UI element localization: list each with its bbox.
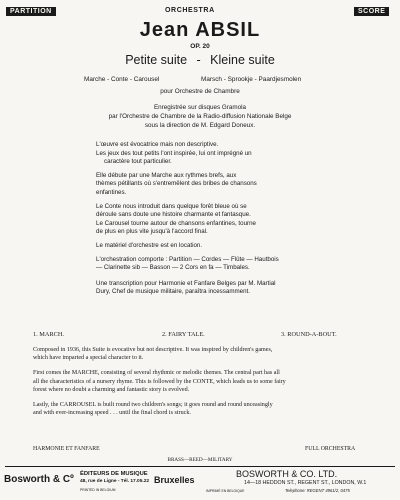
text-line: caractère tout particulier. bbox=[104, 158, 172, 166]
text-line: Les jeux des tout petits l'ont inspirée, lui ont imprégné un bbox=[96, 149, 252, 157]
composer-name: Jean ABSIL bbox=[139, 19, 261, 41]
recording-line: par l'Orchestre de Chambre de la Radio-diffusion Nationale Belge bbox=[108, 112, 292, 120]
french-description bbox=[96, 141, 366, 297]
english-movement-1: 1. MARCH. bbox=[33, 331, 64, 338]
text-line: Elle débute par une Marche aux rythmes brefs, aux bbox=[96, 171, 237, 179]
publisher-london-name: BOSWORTH & CO. LTD. bbox=[236, 469, 338, 479]
edition-harmonie: HARMONIE ET FANFARE bbox=[33, 446, 100, 452]
text-line: Le Conte nous introduit dans quelque forêt bleue où se bbox=[96, 202, 247, 210]
publisher-london-phone: Telephone: REGENT 4961/2, 0475 bbox=[285, 488, 350, 493]
text-line: and with ever-increasing speed . . . until the final chord is struck. bbox=[33, 410, 191, 417]
text-line: Le Carousel tourne autour de chansons enfantines, tourne bbox=[96, 219, 256, 227]
publisher-london-address: 14—18 HEDDON ST., REGENT ST., LONDON, W.1 bbox=[244, 480, 367, 486]
english-paragraph-2 bbox=[33, 369, 378, 394]
english-movement-3: 3. ROUND-A-BOUT. bbox=[281, 331, 337, 338]
work-title bbox=[0, 53, 400, 67]
french-paragraph-5 bbox=[96, 256, 366, 273]
text-line: which have imparted a special character to it. bbox=[33, 355, 144, 362]
english-description bbox=[33, 346, 378, 417]
publisher-brussels-city: Bruxelles bbox=[154, 475, 195, 485]
text-line: Lastly, the CARROUSEL is built round two children's songs; it goes round and round unceasingly bbox=[33, 402, 273, 409]
english-movement-2: 2. FAIRY TALE. bbox=[162, 331, 205, 338]
text-line: all the characteristics of a nursery rhyme. This is followed by the CONTE, which leads us to some fairy bbox=[33, 378, 286, 385]
footer-divider bbox=[5, 466, 395, 467]
text-line: — Clarinette sib — Basson — 2 Cors en fa — Timbales. bbox=[96, 264, 250, 272]
french-paragraph-6 bbox=[96, 280, 366, 297]
recording-line: sous la direction de M. Edgard Doneux. bbox=[144, 121, 256, 129]
english-paragraph-3 bbox=[33, 401, 378, 417]
publisher-printed-fr: IMPRIMÉ EN BELGIQUE bbox=[206, 489, 245, 493]
orchestra-label: ORCHESTRA bbox=[165, 7, 215, 14]
text-line: Composed in 1936, this Suite is evocative but not descriptive. It was inspired by children's games, bbox=[33, 347, 273, 353]
score-tag: SCORE bbox=[354, 7, 389, 16]
publisher-label: ÉDITEURS DE MUSIQUE bbox=[80, 471, 148, 477]
text-line: déroule sans doute une histoire charmante et fantasque. bbox=[96, 211, 251, 219]
title-french: Petite suite bbox=[125, 53, 188, 67]
english-paragraph-1 bbox=[33, 346, 378, 362]
french-paragraph-3 bbox=[96, 203, 366, 237]
text-line: thèmes pétillants où s'entremêlent des bribes de chansons bbox=[96, 180, 257, 188]
text-line: Dury, Chef de musique militaire, paraîtra incessamment. bbox=[96, 288, 250, 296]
publisher-brussels-name: Bosworth & Cº bbox=[4, 474, 74, 485]
text-line: de plus en plus vite jusqu'à l'accord final. bbox=[96, 228, 208, 236]
text-line: enfantines. bbox=[96, 188, 127, 196]
recording-line: Enregistrée sur disques Gramola bbox=[153, 104, 247, 111]
text-line: L'orchestration comporte : Partition — Cordes — Flûte — Hautbois bbox=[96, 255, 279, 263]
title-flemish: Kleine suite bbox=[210, 53, 275, 67]
scoring-note: pour Orchestre de Chambre bbox=[160, 88, 240, 95]
partition-tag: PARTITION bbox=[6, 7, 56, 16]
french-paragraph-4: Le matériel d'orchestre est en location. bbox=[96, 241, 203, 249]
text-line: First comes the MARCHE, consisting of several rhythmic or melodic themes. The central part has all bbox=[33, 370, 280, 377]
french-paragraph-2 bbox=[96, 172, 366, 198]
edition-full-orchestra: FULL ORCHESTRA bbox=[305, 446, 356, 452]
recording-info bbox=[0, 104, 400, 130]
text-line: forest where no doubt a charming and fantastic story is evolved. bbox=[33, 386, 190, 393]
movements-flemish: Marsch - Sprookje - Paardjesmolen bbox=[201, 76, 302, 83]
french-paragraph-1 bbox=[96, 141, 366, 167]
publisher-brussels-address: 48, rue de Ligne - Tél. 17.05.22 bbox=[80, 479, 150, 484]
text-line: L'œuvre est évocatrice mais non descriptive. bbox=[96, 141, 219, 148]
publisher-printed-en: PRINTED IN BELGIUM bbox=[80, 488, 116, 492]
text-line: Une transcription pour Harmonie et Fanfare Belges par M. Martial bbox=[96, 279, 276, 287]
movements-french: Marche - Conte - Carousel bbox=[84, 76, 160, 83]
edition-brass: BRASS—REED—MILITARY bbox=[167, 457, 233, 463]
title-separator: - bbox=[196, 53, 201, 67]
opus-number: OP. 20 bbox=[190, 43, 210, 50]
